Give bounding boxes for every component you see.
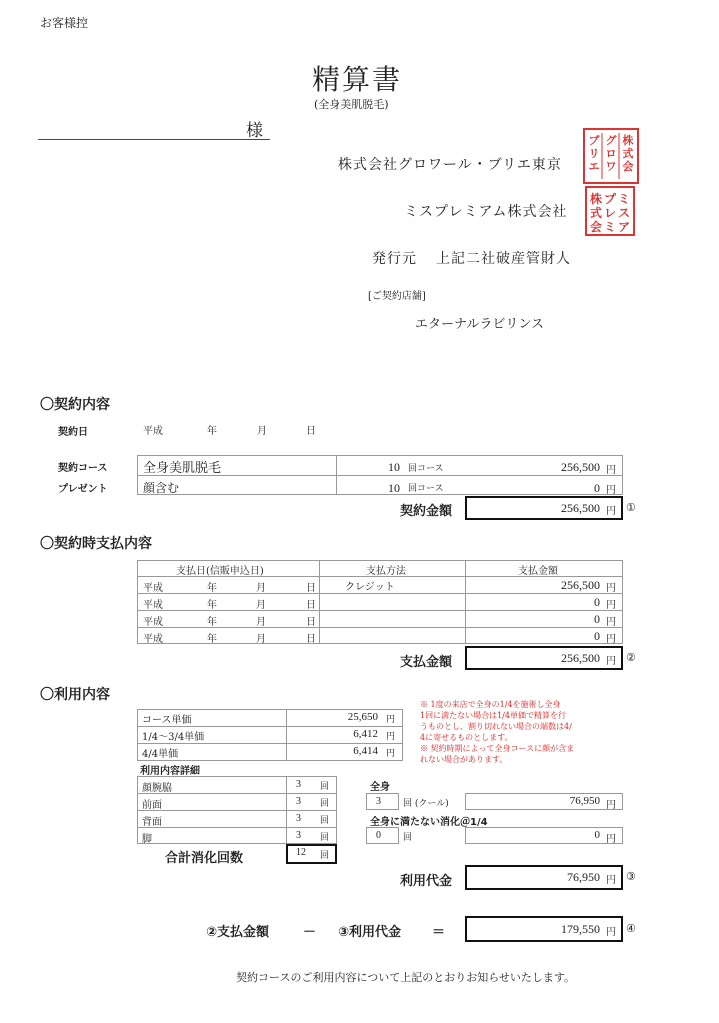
present-count: 10 bbox=[388, 481, 400, 495]
customer-name-line bbox=[38, 139, 270, 140]
payment-total-label: 支払金額 bbox=[400, 655, 453, 670]
contract-total-amount: 256,500 bbox=[561, 501, 600, 515]
svg-text:式: 式 bbox=[589, 206, 603, 220]
svg-text:ロ: ロ bbox=[605, 147, 617, 160]
result-minus: － bbox=[303, 925, 317, 940]
svg-text:ブ: ブ bbox=[588, 134, 600, 147]
svg-text:グ: グ bbox=[605, 134, 617, 147]
contract-date-day: 日 bbox=[306, 426, 316, 437]
payment-total-yen: 円 bbox=[606, 656, 616, 667]
document-subtitle: (全身美肌脱毛) bbox=[314, 98, 389, 111]
present-amount: 0 bbox=[594, 481, 600, 495]
svg-text:ミ: ミ bbox=[603, 220, 617, 234]
issuer-name: 上記二社破産管財人 bbox=[436, 251, 571, 267]
full-body-count-box bbox=[366, 793, 399, 810]
usage-section-title: 〇利用内容 bbox=[40, 687, 110, 703]
svg-text:ワ: ワ bbox=[605, 160, 617, 173]
total-count-value: 12 bbox=[296, 847, 306, 858]
svg-text:エ: エ bbox=[588, 160, 600, 173]
total-count-label: 合計消化回数 bbox=[165, 851, 244, 866]
usage-total-label: 利用代金 bbox=[400, 874, 453, 889]
contract-total-label: 契約金額 bbox=[400, 504, 453, 519]
svg-text:株: 株 bbox=[589, 192, 603, 206]
svg-text:会: 会 bbox=[589, 220, 603, 234]
present-label: プレゼント bbox=[58, 484, 108, 495]
total-count-box bbox=[286, 844, 337, 864]
payment-col-amount: 支払金額 bbox=[518, 566, 558, 577]
svg-text:プ: プ bbox=[603, 192, 617, 206]
total-count-unit: 回 bbox=[320, 851, 330, 861]
svg-text:ス: ス bbox=[617, 206, 631, 220]
contract-date-month: 月 bbox=[257, 426, 267, 437]
full-body-label: 全身 bbox=[370, 782, 390, 793]
contract-section-title: 〇契約内容 bbox=[40, 397, 110, 413]
partial-yen: 円 bbox=[606, 834, 616, 845]
company-1: 株式会社グロワール・ブリエ東京 bbox=[338, 157, 562, 173]
full-body-yen: 円 bbox=[606, 800, 616, 811]
seal-stamp-icon bbox=[587, 188, 633, 234]
usage-detail-label: 利用内容詳細 bbox=[140, 766, 200, 777]
document-title: 精算書 bbox=[312, 63, 403, 96]
contract-total-mark: ① bbox=[626, 501, 636, 514]
present-unit: 回コース bbox=[408, 484, 444, 494]
present-name: 顔含む bbox=[143, 481, 180, 495]
result-label-payment: ②支払金額 bbox=[206, 925, 270, 940]
partial-label: 全身に満たない消化＠1/4 bbox=[370, 817, 488, 828]
payment-section-title: 〇契約時支払内容 bbox=[40, 536, 152, 552]
partial-count: 0 bbox=[376, 830, 381, 841]
svg-text:ア: ア bbox=[617, 220, 631, 234]
contract-date-label: 契約日 bbox=[58, 427, 88, 438]
course-unit: 回コース bbox=[408, 464, 444, 474]
full-body-count: 3 bbox=[376, 796, 381, 807]
course-yen: 円 bbox=[606, 465, 616, 476]
result-yen: 円 bbox=[606, 927, 616, 938]
course-count: 10 bbox=[388, 460, 400, 474]
usage-notes: ※ 1度の来店で全身の1/4を施術し全身 1回に満たない場合は1/4単価で精算を行 うものとし、割り切れない場合の端数は4/ 4に寄せるものとします。 ※ 契約時期によって全身コースに顔が含ま れない場合があります。 bbox=[420, 700, 575, 764]
footer-note: 契約コースのご利用内容について上記のとおりお知らせいたします。 bbox=[236, 971, 576, 984]
store-label: [ご契約店舗] bbox=[368, 291, 426, 302]
company-2-seal bbox=[585, 186, 635, 236]
payment-total-amount: 256,500 bbox=[561, 651, 600, 665]
svg-text:株: 株 bbox=[622, 134, 634, 147]
payment-total-mark: ② bbox=[626, 651, 636, 664]
company-1-seal bbox=[583, 128, 639, 184]
result-amount: 179,550 bbox=[561, 922, 600, 936]
store-name: エターナルラビリンス bbox=[415, 317, 544, 332]
contract-date-year: 年 bbox=[207, 426, 217, 437]
result-label-usage: ③利用代金 bbox=[338, 925, 402, 940]
svg-text:ミ: ミ bbox=[617, 192, 631, 206]
course-label: 契約コース bbox=[58, 463, 108, 474]
svg-text:リ: リ bbox=[588, 147, 600, 160]
usage-total-yen: 円 bbox=[606, 875, 616, 886]
course-name: 全身美肌脱毛 bbox=[143, 461, 222, 476]
course-amount: 256,500 bbox=[561, 460, 600, 474]
full-body-amount: 76,950 bbox=[569, 795, 600, 807]
svg-text:会: 会 bbox=[622, 160, 634, 173]
result-equals: ＝ bbox=[432, 925, 446, 940]
partial-amount: 0 bbox=[594, 829, 600, 841]
partial-count-box bbox=[366, 827, 399, 844]
full-body-unit: 回 (クール) bbox=[403, 799, 449, 809]
contract-total-yen: 円 bbox=[606, 506, 616, 517]
customer-honorific: 様 bbox=[246, 121, 263, 141]
payment-col-date: 支払日(信販申込日) bbox=[176, 566, 264, 577]
usage-total-amount: 76,950 bbox=[567, 870, 600, 884]
svg-text:式: 式 bbox=[622, 147, 634, 160]
present-yen: 円 bbox=[606, 485, 616, 496]
customer-copy-label: お客様控 bbox=[40, 16, 89, 30]
payment-col-method: 支払方法 bbox=[366, 566, 406, 577]
contract-date-era: 平成 bbox=[143, 426, 163, 437]
partial-unit: 回 bbox=[403, 833, 413, 843]
seal-stamp-icon bbox=[585, 130, 637, 182]
result-mark: ④ bbox=[626, 922, 636, 935]
svg-text:レ: レ bbox=[603, 206, 617, 220]
issuer-label: 発行元 bbox=[372, 251, 417, 267]
usage-total-mark: ③ bbox=[626, 870, 636, 883]
company-2: ミスプレミアム株式会社 bbox=[404, 204, 568, 220]
